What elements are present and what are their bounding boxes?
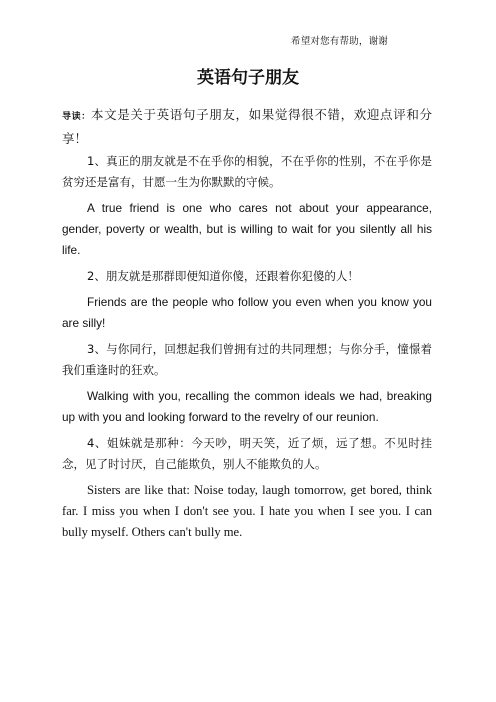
- paragraph-zh-3: 3、与你同行，回想起我们曾拥有过的共同理想；与你分手，憧憬着我们重逢时的狂欢。: [62, 342, 432, 377]
- header-note: 希望对您有帮助，谢谢: [291, 36, 389, 47]
- body-text: [62, 151, 432, 548]
- paragraph-en-2: Friends are the people who follow you even when you know you are silly!: [62, 295, 432, 330]
- paragraph-zh-2: 2、朋友就是那群即便知道你傻，还跟着你犯傻的人！: [87, 269, 359, 283]
- paragraph-zh-4: 4、姐妹就是那种：今天吵，明天笑，近了烦，远了想。不见时挂念，见了时讨厌，自己能欺负，别人不能欺负的人。: [62, 436, 432, 471]
- intro-label: 导读：: [62, 112, 91, 122]
- intro-paragraph: [62, 104, 432, 149]
- paragraph-en-3: Walking with you, recalling the common ideals we had, breaking up with you and looking forward to the revelry of our reunion.: [62, 389, 432, 424]
- paragraph-zh-1: 1、真正的朋友就是不在乎你的相貌，不在乎你的性别，不在乎你是贫穷还是富有，甘愿一生为你默默的守候。: [62, 154, 432, 189]
- intro-text: 本文是关于英语句子朋友，如果觉得很不错，欢迎点评和分享！: [62, 107, 432, 146]
- paragraph-en-1: A true friend is one who cares not about your appearance, gender, poverty or wealth, but is willing to wait for you silently all his life.: [62, 201, 432, 257]
- paragraph-en-4: Sisters are like that: Noise today, laugh tomorrow, get bored, think far. I miss you when I don't see you. I hate you when I see you. I can bully myself. Others can't bully me.: [62, 483, 432, 539]
- page-title: 英语句子朋友: [197, 68, 299, 88]
